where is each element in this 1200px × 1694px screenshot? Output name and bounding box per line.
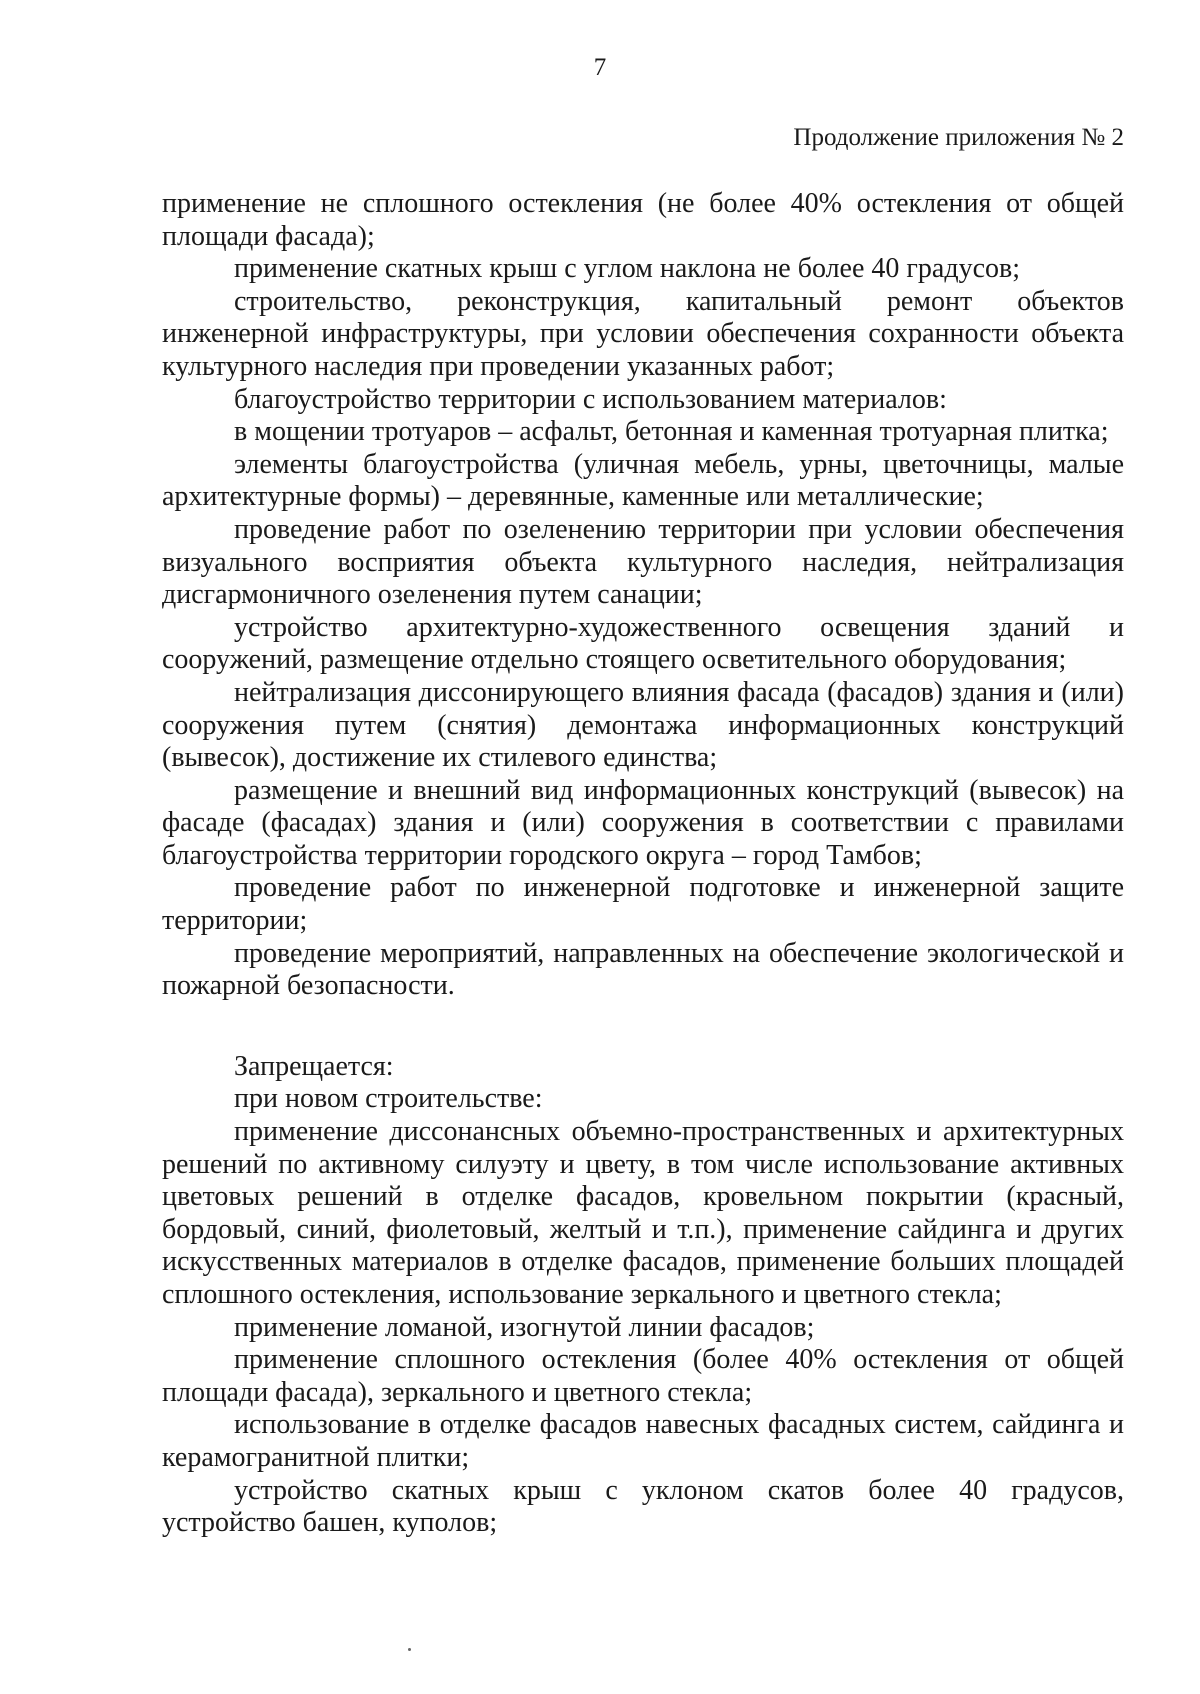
paragraph-signage-placement: размещение и внешний вид информационных конструкций (вывесок) на фасаде (фасадах) здания и (или) сооружения в соответствии с правилами благоустройства территории городского округа – город Тамбов; xyxy=(162,774,1124,871)
section-heading-prohibited: Запрещается: xyxy=(234,1050,394,1082)
appendix-continuation-label: Продолжение приложения № 2 xyxy=(793,124,1124,151)
paragraph-facade-neutralization: нейтрализация диссонирующего влияния фасада (фасадов) здания и (или) сооружения путем (снятия) демонтажа информационных конструкций (вывесок), достижение их стилевого единства; xyxy=(162,676,1124,774)
paragraph-dissonant-solutions: применение диссонансных объемно-пространственных и архитектурных решений по активному силуэту и цвету, в том числе использование активных цветовых решений в отделке фасадов, кровельном покрытии (красный, бордовый, синий, фиолетовый, желтый и т.п.), применение сайдинга и других искусственных материалов в отделке фасадов, применение больших площадей сплошного остекления, использование зеркального и цветного стекла; xyxy=(162,1116,1124,1310)
paragraph-engineering-infrastructure: строительство, реконструкция, капитальный ремонт объектов инженерной инфраструктуры, при условии обеспечения сохранности объекта культурного наследия при проведении указанных работ; xyxy=(162,285,1124,382)
paragraph-new-construction: при новом строительстве: xyxy=(234,1083,543,1115)
paragraph-sidewalk-paving: в мощении тротуаров – асфальт, бетонная и каменная тротуарная плитка; xyxy=(234,416,1109,448)
paragraph-greening-works: проведение работ по озеленению территории при условии обеспечения визуального восприятия объекта культурного наследия, нейтрализация дисгармоничного озеленения путем санации; xyxy=(162,513,1124,611)
scan-dot-mark xyxy=(408,1648,411,1651)
paragraph-safety-measures: проведение мероприятий, направленных на обеспечение экологической и пожарной безопасности. xyxy=(162,937,1124,1002)
document-body xyxy=(162,188,1124,1540)
paragraph-pitched-roofs: применение скатных крыш с углом наклона не более 40 градусов; xyxy=(234,253,1020,285)
paragraph-facade-systems: использование в отделке фасадов навесных фасадных систем, сайдинга и керамогранитной плитки; xyxy=(162,1409,1124,1473)
paragraph-partial-glazing: применение не сплошного остекления (не более 40% остекления от общей площади фасада); xyxy=(162,188,1124,252)
paragraph-landscaping-materials: благоустройство территории с использованием материалов: xyxy=(234,383,947,415)
paragraph-architectural-lighting: устройство архитектурно-художественного освещения зданий и сооружений, размещение отдельно стоящего осветительного оборудования; xyxy=(162,611,1124,676)
paragraph-steep-roofs-towers: устройство скатных крыш с уклоном скатов более 40 градусов, устройство башен, куполов; xyxy=(162,1474,1124,1539)
page-number: 7 xyxy=(593,54,607,81)
paragraph-engineering-protection: проведение работ по инженерной подготовке и инженерной защите территории; xyxy=(162,872,1124,937)
paragraph-landscaping-elements: элементы благоустройства (уличная мебель, урны, цветочницы, малые архитектурные формы) – деревянные, каменные или металлические; xyxy=(162,448,1124,513)
paragraph-solid-glazing: применение сплошного остекления (более 40% остекления от общей площади фасада), зеркального и цветного стекла; xyxy=(162,1344,1124,1408)
paragraph-broken-facade-lines: применение ломаной, изогнутой линии фасадов; xyxy=(234,1311,815,1343)
